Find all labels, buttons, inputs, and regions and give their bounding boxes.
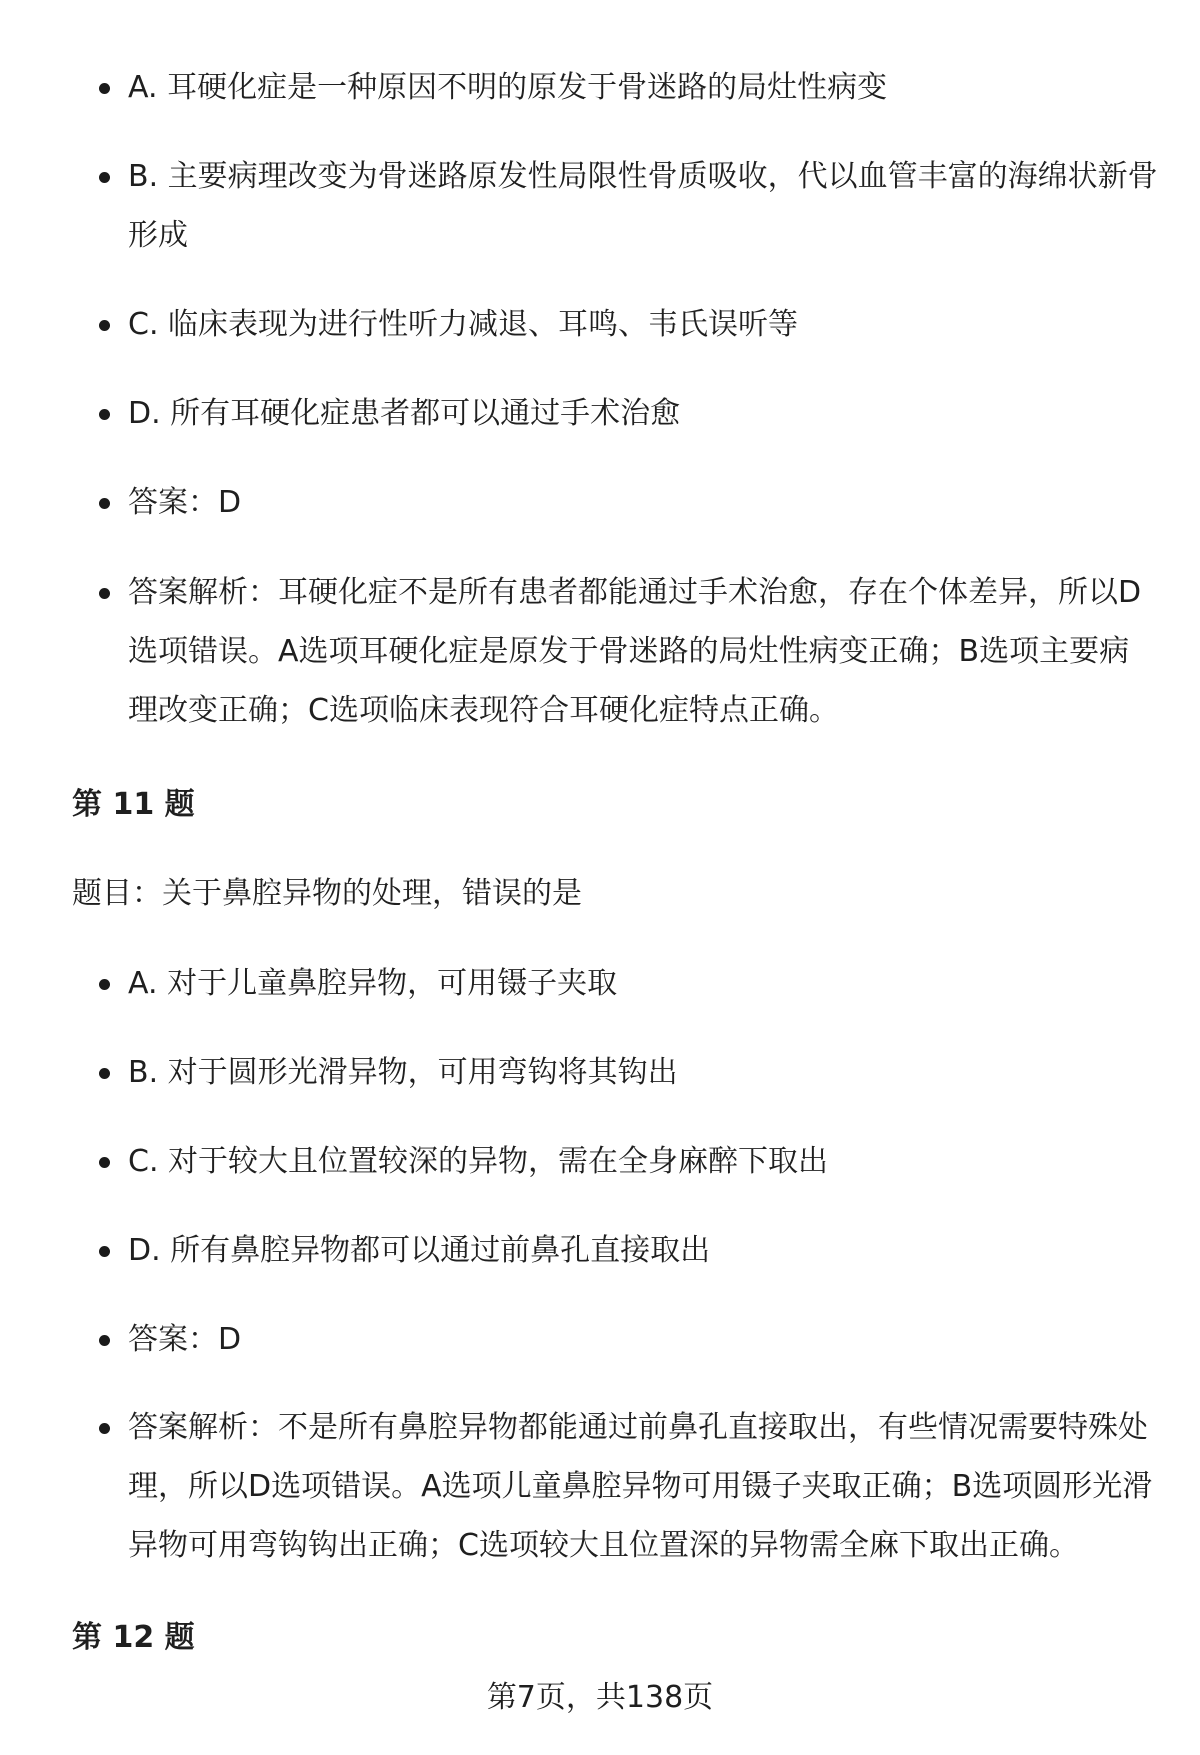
page-indicator: 第7页，共138页 bbox=[486, 1680, 714, 1715]
list-item bbox=[128, 563, 1158, 740]
option-a-text: A. 对于儿童鼻腔异物，可用镊子夹取 bbox=[128, 966, 618, 1001]
bullet-icon bbox=[99, 320, 110, 331]
bullet-icon bbox=[99, 1335, 110, 1346]
list-item bbox=[128, 1310, 1158, 1369]
question-stem: 题目：关于鼻腔异物的处理，错误的是 bbox=[72, 876, 582, 911]
answer-text: 答案：D bbox=[128, 1322, 242, 1357]
list-item bbox=[128, 954, 1158, 1013]
bullet-icon bbox=[99, 1157, 110, 1168]
question-heading: 第 11 题 bbox=[72, 787, 195, 822]
explanation-text: 答案解析：耳硬化症不是所有患者都能通过手术治愈，存在个体差异，所以D选项错误。A选项耳硬化症是原发于骨迷路的局灶性病变正确；B选项主要病理改变正确；C选项临床表现符合耳硬化症特点正确。 bbox=[128, 575, 1142, 728]
list-item bbox=[128, 1221, 1158, 1280]
bullet-icon bbox=[99, 498, 110, 509]
bullet-icon bbox=[99, 1068, 110, 1079]
bullet-icon bbox=[99, 1423, 110, 1434]
bullet-icon bbox=[99, 409, 110, 420]
option-c-text: C. 临床表现为进行性听力减退、耳鸣、韦氏误听等 bbox=[128, 307, 799, 342]
explanation-text: 答案解析：不是所有鼻腔异物都能通过前鼻孔直接取出，有些情况需要特殊处理，所以D选项错误。A选项儿童鼻腔异物可用镊子夹取正确；B选项圆形光滑异物可用弯钩钩出正确；C选项较大且位置深的异物需全麻下取出正确。 bbox=[128, 1410, 1153, 1563]
question-heading: 第 12 题 bbox=[72, 1620, 195, 1655]
bullet-icon bbox=[99, 172, 110, 183]
option-b-text: B. 对于圆形光滑异物，可用弯钩将其钩出 bbox=[128, 1055, 678, 1090]
bullet-icon bbox=[99, 588, 110, 599]
option-c-text: C. 对于较大且位置较深的异物，需在全身麻醉下取出 bbox=[128, 1144, 829, 1179]
answer-text: 答案：D bbox=[128, 485, 242, 520]
list-item bbox=[128, 295, 1158, 354]
option-b-text: B. 主要病理改变为骨迷路原发性局限性骨质吸收，代以血管丰富的海绵状新骨形成 bbox=[128, 159, 1158, 253]
option-a-text: A. 耳硬化症是一种原因不明的原发于骨迷路的局灶性病变 bbox=[128, 70, 888, 105]
list-item bbox=[128, 473, 1158, 532]
list-item bbox=[128, 1398, 1158, 1575]
list-item bbox=[128, 1043, 1158, 1102]
list-item bbox=[128, 58, 1158, 117]
list-item bbox=[128, 1132, 1158, 1191]
bullet-icon bbox=[99, 1246, 110, 1257]
option-d-text: D. 所有鼻腔异物都可以通过前鼻孔直接取出 bbox=[128, 1233, 711, 1268]
list-item bbox=[128, 147, 1158, 265]
bullet-icon bbox=[99, 979, 110, 990]
option-d-text: D. 所有耳硬化症患者都可以通过手术治愈 bbox=[128, 396, 681, 431]
bullet-icon bbox=[99, 83, 110, 94]
list-item bbox=[128, 384, 1158, 443]
